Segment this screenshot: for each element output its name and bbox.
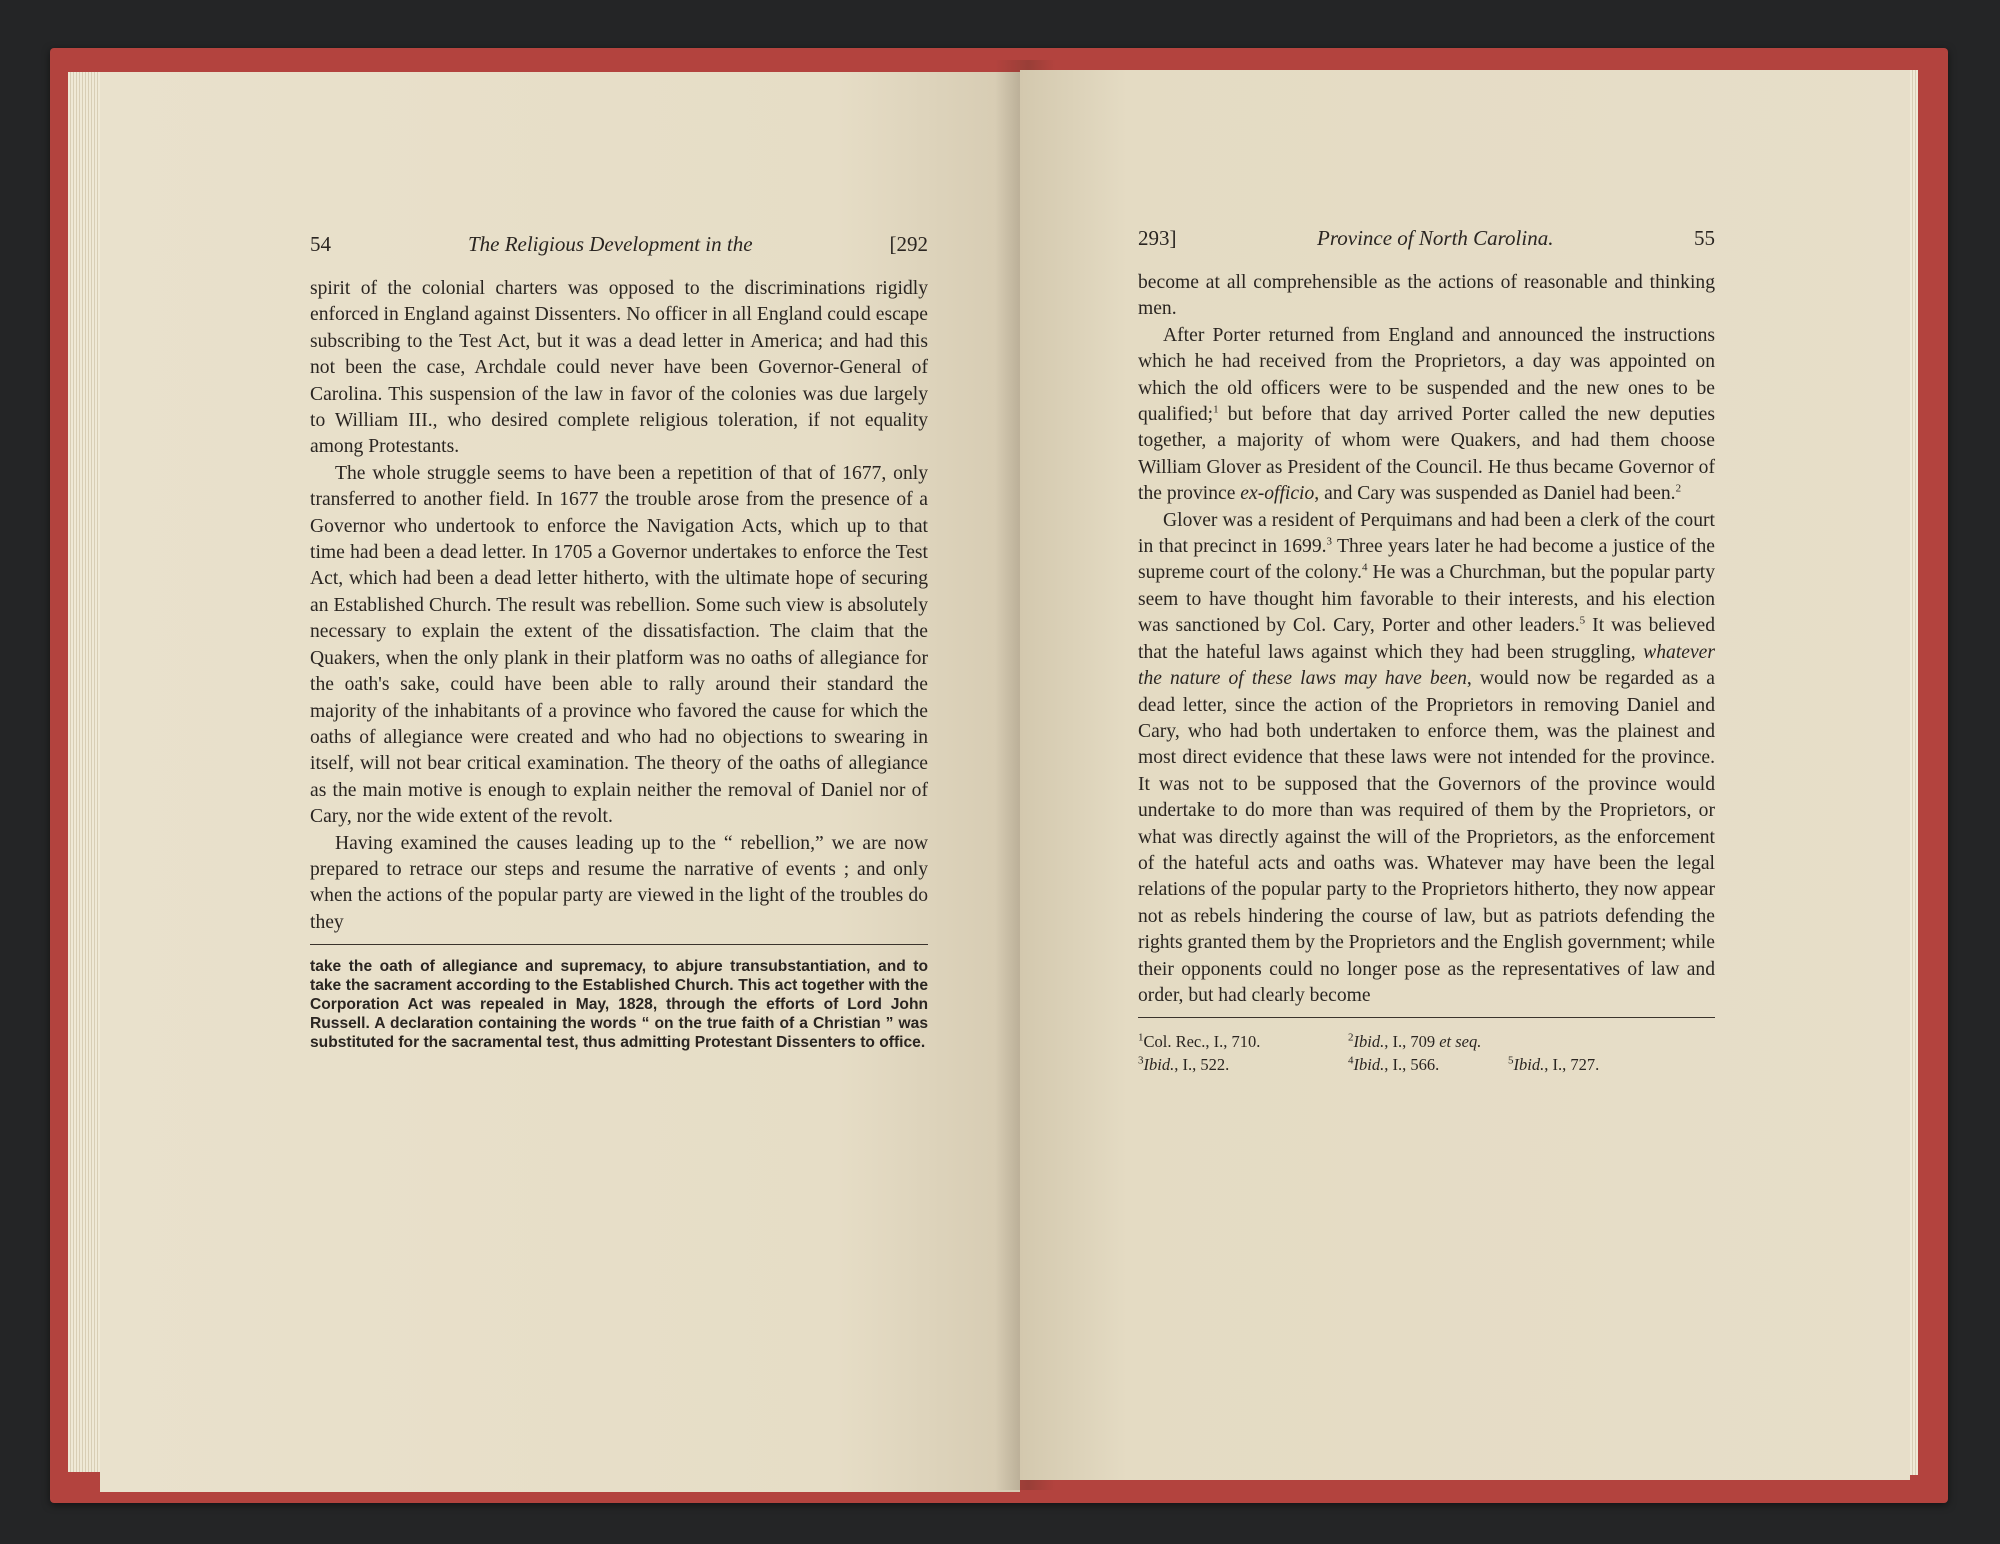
page-number: 54 [310,232,331,256]
text-run: Glover was a resident of Perquimans and had been a clerk of the court in that precinct in 1699. [1138,509,1715,558]
paragraph: The whole struggle seems to have been a repetition of that of 1677, only transferred to another field. In 1677 the trouble arose from the presence of a Governor who undertook to enforce the Navigation Acts, which up to that time had been a dead letter. In 1705 a Governor undertakes to enforce the Test Act, which had been a dead letter hitherto, with the ultimate hope of securing an Established Church. The result was rebellion. Some such view is absolutely necessary to explain the extent of the dissatisfaction. The claim that the Quakers, when the only plank in their platform was no oaths of allegiance for the oath's sake, could have been able to rally around their standard the majority of the inhabitants of a province who favored the cause for which the oaths of allegiance were created and who had no objections to swearing in itself, will not bear critical examination. The theory of the oaths of allegiance as the main motive is enough to explain neither the removal of Daniel nor of Cary, nor the wide extent of the revolt. [310,462,928,828]
page-number: 55 [1694,226,1715,250]
footnote-divider [1138,1017,1715,1018]
bracket-page-number: [292 [889,232,928,256]
footnote-marker: 2 [1675,482,1682,495]
footnote-marker: 5 [1579,614,1586,627]
paragraph: Having examined the causes leading up to the “ rebellion,” we are now prepared to retrace our steps and resume the narrative of events ; and only when the actions of the popular party are viewed in the light of the troubles do they [310,832,928,933]
footnote-row [1138,1053,1715,1076]
text-run: After Porter returned from England and announced the instructions which he had received from the Proprietors, a day was appointed on which the old officers were to be suspended and the new ones to be qualified; [1138,324,1715,426]
italic-text: ex-officio [1240,483,1315,505]
text-run: Three years later he had become a justice of the supreme court of the colony. [1138,536,1716,584]
paragraph [1138,508,1715,1010]
footnote-marker: 3 [1326,535,1333,548]
footnote-ref: $^2$Ibid., I., 709 et seq. [1348,1031,1482,1052]
right-page [1020,70,1910,1480]
footnote-marker: 1 [1213,403,1219,416]
right-page-header [1138,226,1715,256]
footnote-row [1138,1030,1715,1053]
left-page-body [310,276,928,936]
footnote-marker: 4 [1361,561,1368,574]
text-run: He was a Churchman, but the popular party seem to have thought him favorable to their interests, and his election was sanctioned by Col. Cary, Porter and other leaders. [1138,562,1715,637]
running-head: Province of North Carolina. [1317,226,1554,250]
footnote-ref: $^1$Col. Rec., I., 710. [1138,1031,1261,1052]
footnote-references [1138,1030,1715,1076]
italic-text: whatever the nature of these laws may have been [1138,641,1715,690]
paragraph: become at all comprehensible as the actions of reasonable and thinking men. [1138,272,1715,320]
left-page-header [310,232,928,262]
left-page [100,72,1020,1492]
footnote-divider [310,944,928,945]
text-run: , would now be regarded as a dead letter, since the action of the Proprietors in removing Daniel and Cary, who had both undertaken to enforce them, was the plainest and most direct evidence that these laws were not intended for the province. It was not to be supposed that the Governors of the province would undertake to do more than was required of them by the Proprietors, or what was directly against the will of the Proprietors, as the enforcement of the hateful acts and oaths was. Whatever may have been the legal relations of the popular party to the Proprietors hitherto, they now appear not as rebels hindering the course of law, but as patriots defending the rights granted them by the Proprietors and the English government; while their opponents could no longer pose as the representatives of law and order, but had clearly become [1138,668,1715,1006]
footnote-ref: $^4$Ibid., I., 566. [1348,1054,1440,1075]
footnote-ref: $^5$Ibid., I., 727. [1508,1054,1600,1075]
paragraph: spirit of the colonial charters was opposed to the discriminations rigidly enforced in England against Dissenters. No officer in all England could escape subscribing to the Test Act, but it was a dead letter in America; and had this not been the case, Archdale could never have been Governor-General of Carolina. This suspension of the law in favor of the colonies was due largely to William III., who desired complete religious toleration, if not equality among Protestants. [310,278,928,458]
text-run: but before that day arrived Porter called the new deputies together, a majority of whom were Quakers, and had them choose William Glover as President of the Council. He thus became Governor of the province [1138,404,1715,505]
text-run: , and Cary was suspended as Daniel had been. [1314,483,1676,505]
footnote-ref: $^3$Ibid., I., 522. [1138,1054,1230,1075]
running-head: The Religious Development in the [467,232,753,256]
text-run: It was believed that the hateful laws against which they had been struggling, [1138,615,1715,663]
bracket-page-number: 293] [1138,226,1177,250]
right-page-body [1138,270,1715,1009]
footnote: take the oath of allegiance and supremacy, to abjure transubstantiation, and to take the sacrament according to the Established Church. This act together with the Corporation Act was repealed in May, 1828, through the efforts of Lord John Russell. A declaration containing the words “ on the true faith of a Christian ” was substituted for the sacramental test, thus admitting Protestant Dissenters to office. [310,958,928,1052]
paragraph [1138,323,1715,508]
